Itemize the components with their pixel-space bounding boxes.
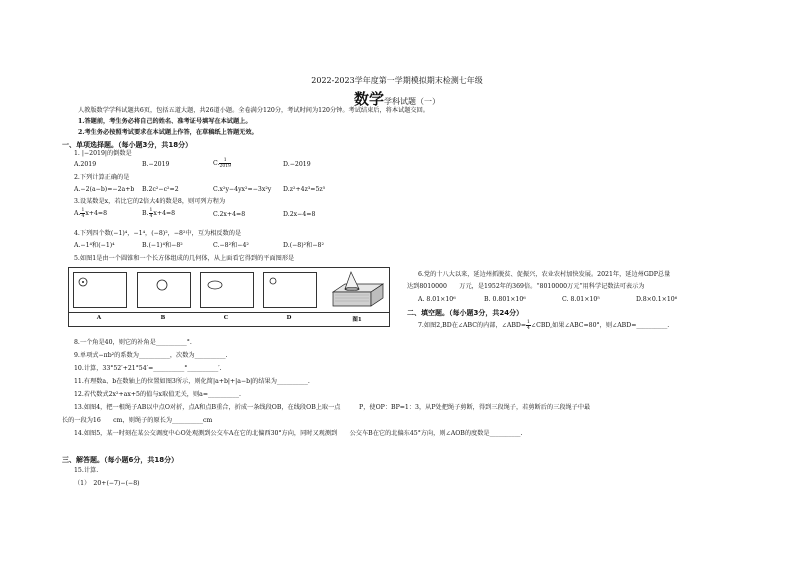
q7-denominator: 4 [527,326,530,331]
q1-c-numerator: 1 [219,158,230,164]
q6-option-b: B. 0.801×10⁶ [484,296,526,303]
q3-stem: 3.设某数是x，若比它的2倍大4的数是8，则可列方程为 [74,198,226,205]
q1-option-a: A.2019 [74,161,97,168]
q13-line-1: 13.如图4，把一根绳子AB以中点O对折，点A和点B重合，折成一条线段OB，在线段OB上取一点 P，使OP：BP=1：3，从P处把绳子剪断，得到三段绳子，若剪断后的三段绳子中最 [74,404,591,411]
q7 [418,320,669,331]
q3-a-suffix: x+4=8 [85,210,108,217]
q4-option-d: D.(−8)²和−8² [283,242,324,249]
q11: 11.有理数a、b在数轴上的位置如图3所示，则化简|a+b|+|a−b|的结果为__________. [74,378,310,385]
q7-numerator: 1 [527,320,530,325]
subject-small: 学科试题（一） [384,97,440,106]
intro-rule-2: 2.考生务必按照考试要求在本试题上作答，在草稿纸上答题无效。 [78,129,258,136]
subject-title [0,88,794,109]
q2-option-d: D.z²+4z³=5z⁵ [283,186,326,193]
q1-option-b: B.−2019 [142,161,170,168]
q2-option-a: A.−2(a−b)=−2a+b [74,186,135,193]
q2-option-b: B.2c²−c²=2 [142,186,179,193]
q3-a-prefix: A. [74,210,81,217]
q5-c-drawing [201,273,253,307]
q6-option-a: A. 8.01×10⁶ [418,296,456,303]
q1-stem: 1. |−2019|的倒数是 [74,150,132,157]
q3-b-denominator: 4 [149,214,153,219]
q6-option-d: D.8×0.1×10⁶ [636,296,678,303]
q3-option-b [142,208,175,219]
q5-label-figure-1: 图1 [352,317,362,323]
q1-option-c [213,158,231,169]
q14: 14.如图5，某一时刻在某公交调度中心O处观测到公交车A在它的北偏西30°方向，同时又观测到 公交车B在它的北偏东45°方向，则∠AOB的度数是__________. [74,430,523,437]
q8: 8.一个角是40，则它的补角是__________°. [74,339,192,346]
q3-b-prefix: B. [142,210,149,217]
exam-title: 2022-2023学年度第一学期模拟期末检测七年级 [311,76,483,85]
q6-option-c: C. 8.01×10⁵ [562,296,600,303]
q5-figure-strip [68,267,390,327]
q3-option-d: D.2x−4=8 [283,211,316,218]
intro-rule-1: 1.答题前，考生务必将自己的姓名、准考证号填写在本试题上。 [78,118,252,125]
q13-line-2: 长的一段为16 cm，则绳子的原长为__________cm [62,417,213,424]
q5-label-a: A [96,315,102,321]
q5-label-divider [69,312,389,313]
q6-line-2: 达到8010000 万元，是1952年的369倍。“8010000万元”用科学记数法可表示为 [407,283,645,290]
q5-stem: 5.如图1是由一个圆锥和一个长方体组成的几何体，从上面看它得到的平面图形是 [74,255,295,262]
q5-solid-drawing [327,270,387,310]
q3-a-denominator: 4 [81,214,85,219]
q5-option-b-figure [137,272,191,308]
q10: 10.计算，33°52′+21°54′=__________°__________′. [74,365,222,372]
q7-text-post: ∠CBD,如果∠ABC=80°，则∠ABD=__________. [530,322,670,329]
intro-line: 人教版数学学科试题共6页，包括五道大题，共26道小题。全卷满分120分，考试时间为120分钟。考试结束后，将本试题交回。 [78,107,429,114]
q15-part-1: （1） 20+(−7)−(−8) [74,480,140,487]
q5-b-drawing [138,273,190,307]
q4-option-a: A.−1⁴和(−1)⁴ [74,242,115,249]
q5-label-c: C [223,315,229,321]
section-3-title: 三、解答题。（每小题6分，共18分） [62,456,179,464]
q3-b-suffix: x+4=8 [153,210,176,217]
subject-big: 数学 [353,90,384,108]
q1-option-c-prefix: C. [213,160,220,167]
q1-option-c-fraction [219,158,230,169]
q5-label-b: B [160,315,166,321]
q1-option-d: D.−2019 [283,161,311,168]
section-2-title: 二、填空题。（每小题3分，共24分） [407,309,524,317]
q2-stem: 2.下列计算正确的是 [74,174,130,181]
q2-option-c: C.x²y−4yx²=−3x²y [213,186,272,193]
q5-option-c-figure [200,272,254,308]
q9: 9.单项式−πb²的系数为__________，次数为__________. [74,352,228,359]
q5-option-d-figure [263,272,317,308]
q3-b-numerator: 1 [149,208,153,213]
q7-text-pre: 7.如图2,BD在∠ABC的内部，∠ABD= [418,322,527,329]
section-1-title: 一、单项选择题。（每小题3分，共18分） [62,141,193,149]
q4-option-b: B.(−1)⁴和−8² [142,242,183,249]
q3-a-numerator: 1 [81,208,85,213]
q5-d-drawing [264,273,316,307]
q3-option-a [74,208,107,219]
q1-c-denominator: 2019 [219,164,231,169]
q4-stem: 4.下列四个数(−1)⁴，−1⁴，(−8)²，−8²中，互为相反数的是 [74,230,242,237]
q6-line-1: 6.党的十八大以来，延边州抓脱贫、促振兴，农业农村加快发展。2021年，延边州GDP总量 [418,271,671,278]
q5-figure-1 [327,270,387,310]
q15-stem: 15.计算. [74,467,99,474]
q5-label-d: D [286,315,292,321]
q4-option-c: C.−8²和−4² [213,242,249,249]
q12: 12.若代数式2x²+ax+5的值与x取值无关，则a=__________. [74,391,241,398]
q3-option-c: C.2x+4=8 [213,211,246,218]
q5-a-drawing [74,273,126,307]
q5-option-a-figure [73,272,127,308]
